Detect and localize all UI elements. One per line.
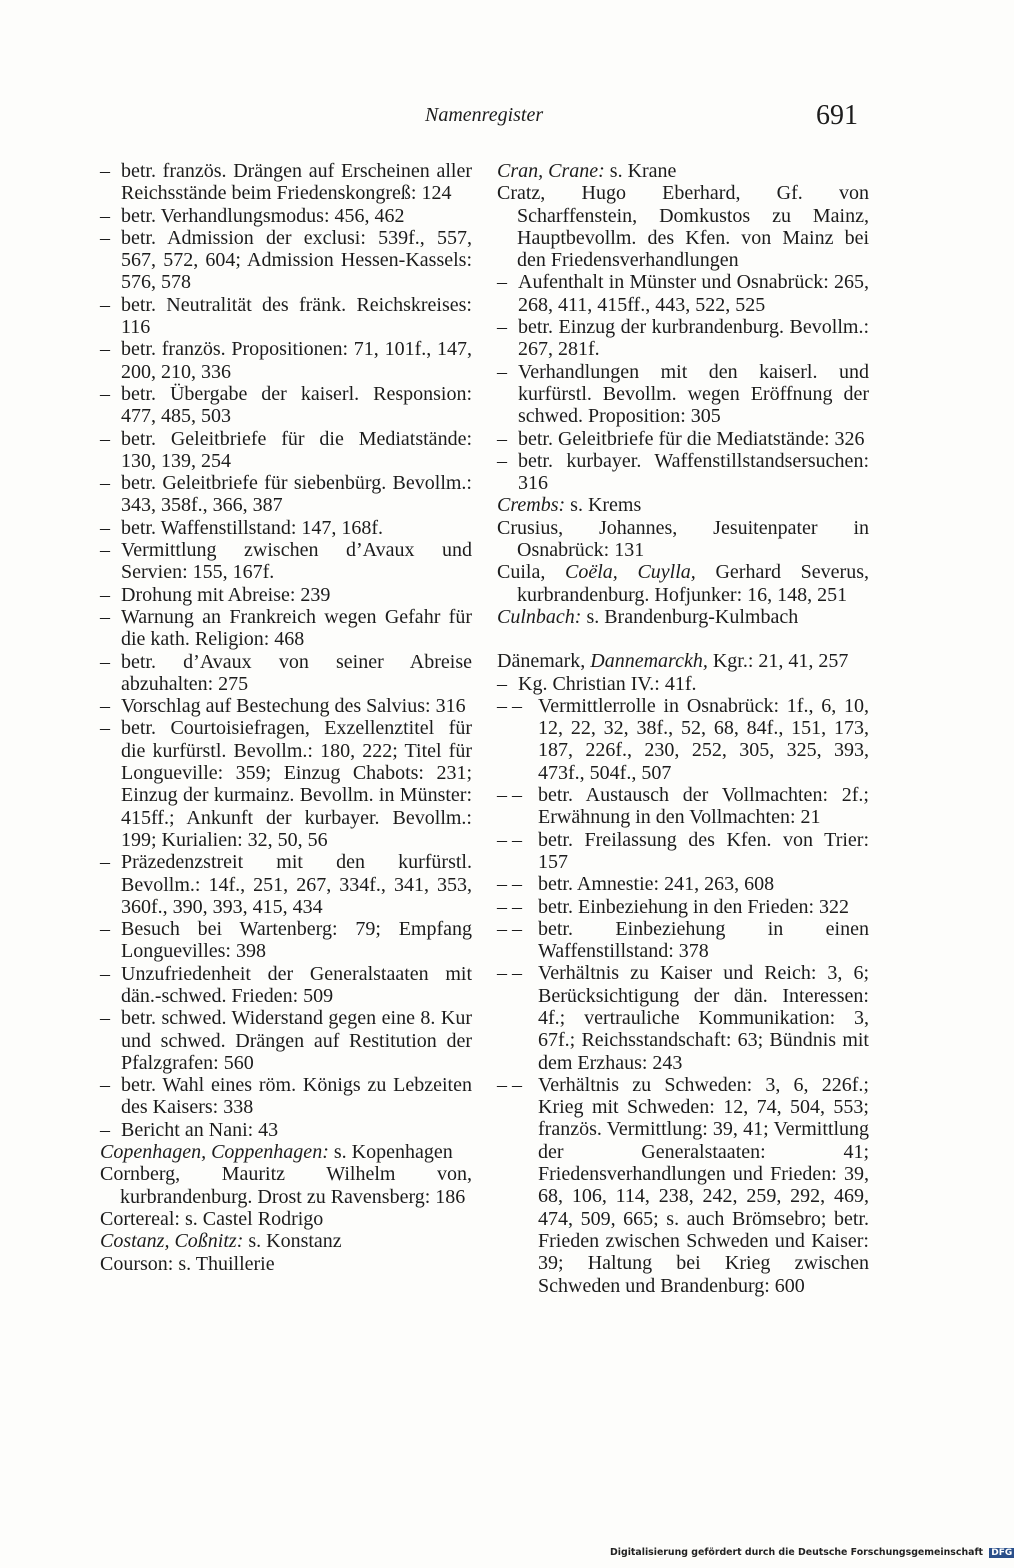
- entry-text: Warnung an Frankreich wegen Gefahr für die kath. Religion: 468: [121, 605, 472, 651]
- index-subentry: [497, 873, 869, 895]
- index-subentry: [100, 695, 472, 717]
- entry-text: s. Konstanz: [243, 1230, 342, 1253]
- entry-text: betr. französ. Propositionen: 71, 101f., 147, 200, 210, 336: [121, 338, 472, 383]
- entry-dash: –: [100, 717, 110, 740]
- entry-dash: –: [100, 1074, 110, 1097]
- index-column-right: [497, 160, 869, 1297]
- entry-text: Cuila,: [497, 561, 566, 584]
- running-title: Namenregister: [425, 104, 544, 126]
- index-subentry: [100, 472, 472, 517]
- entry-text: betr. schwed. Widerstand gegen eine 8. Kur und schwed. Drängen auf Restitution der Pfalzgrafen: 560: [121, 1007, 472, 1074]
- page-number: 691: [816, 100, 858, 131]
- entry-text: betr. Übergabe der kaiserl. Responsion: 477, 485, 503: [121, 382, 472, 428]
- entry-text: betr. Admission der exclusi: 539f., 557, 567, 572, 604; Admission Hessen-Kassels: 576, 578: [121, 226, 472, 294]
- entry-text: Kgr.: 21, 41, 257: [707, 650, 849, 673]
- entry-dash: –: [100, 695, 110, 718]
- entry-text: Vermittlung zwischen d’Avaux und Servien: 155, 167f.: [121, 539, 472, 584]
- entry-italic-variant: Dannemarckh,: [590, 650, 708, 673]
- running-header: [0, 100, 1000, 136]
- entry-text: betr. Geleitbriefe für die Mediatstände: 326: [518, 427, 865, 450]
- funding-footer: [610, 1547, 1014, 1558]
- entry-dash: –: [100, 472, 110, 495]
- entry-text: Vorschlag auf Bestechung des Salvius: 316: [121, 695, 466, 718]
- index-entry: [100, 1208, 472, 1230]
- entry-text: betr. Verhandlungsmodus: 456, 462: [121, 204, 405, 227]
- index-subentry: [497, 962, 869, 1073]
- dfg-logo: DFG: [991, 1548, 1013, 1558]
- entry-italic-heading: Cran, Crane:: [497, 160, 605, 182]
- entry-text: Dänemark,: [497, 650, 591, 673]
- entry-italic-heading: Culnbach:: [497, 605, 582, 628]
- entry-text: Cortereal: s. Castel Rodrigo: [100, 1207, 324, 1230]
- entry-italic-heading: Costanz, Coßnitz:: [100, 1230, 244, 1253]
- index-subentry: [497, 695, 869, 784]
- entry-dash: –: [100, 1007, 110, 1030]
- entry-text: betr. Courtoisiefragen, Exzellenztitel für die kurfürstl. Bevollm.: 180, 222; Titel für Longueville: 359; Einzug Chabots: 231; Einzug der kurmainz. Bevollm. in Münster: 415ff.; Ankunft der kurbayer. Bevollm.: 199; Kurialien: 32, 50, 56: [121, 717, 472, 851]
- entry-dash: – –: [497, 895, 522, 918]
- entry-dash: –: [497, 449, 507, 472]
- entry-text: Gerhard Severus, kurbrandenburg. Hofjunker: 16, 148, 251: [517, 561, 869, 606]
- index-subentry: [100, 160, 472, 205]
- index-subentry: [497, 271, 869, 316]
- entry-text: Unzufriedenheit der Generalstaaten mit dän.-schwed. Frieden: 509: [121, 962, 472, 1007]
- entry-dash: –: [100, 427, 110, 450]
- entry-text: betr. Amnestie: 241, 263, 608: [538, 873, 775, 896]
- index-subentry: [100, 294, 472, 339]
- index-subentry: [100, 205, 472, 227]
- entry-text: betr. Austausch der Vollmachten: 2f.; Erwähnung in den Vollmachten: 21: [538, 784, 869, 829]
- index-entry: [497, 160, 869, 182]
- entry-text: betr. Freilassung des Kfen. von Trier: 157: [538, 828, 869, 873]
- entry-text: Courson: s. Thuillerie: [100, 1252, 275, 1275]
- entry-text: betr. französ. Drängen auf Erscheinen aller Reichsstände beim Friedenskongreß: 124: [121, 160, 472, 205]
- entry-text: betr. Wahl eines röm. Königs zu Lebzeiten des Kaisers: 338: [121, 1074, 472, 1119]
- entry-dash: –: [100, 851, 110, 874]
- entry-text: betr. Geleitbriefe für siebenbürg. Bevollm.: 343, 358f., 366, 387: [121, 472, 472, 517]
- entry-text: Verhandlungen mit den kaiserl. und kurfürstl. Bevollm. wegen Eröffnung der schwed. Proposition: 305: [518, 360, 869, 428]
- index-subentry: [100, 963, 472, 1008]
- index-subentry: [497, 450, 869, 495]
- index-subentry: [100, 1119, 472, 1141]
- entry-dash: –: [100, 539, 110, 562]
- entry-text: Besuch bei Wartenberg: 79; Empfang Longuevilles: 398: [121, 918, 472, 963]
- entry-text: Präzedenzstreit mit den kurfürstl. Bevollm.: 14f., 251, 267, 334f., 341, 353, 360f., 390, 393, 415, 434: [121, 851, 472, 918]
- entry-gap: [497, 628, 869, 650]
- index-subentry: [100, 851, 472, 918]
- index-entry: [497, 561, 869, 606]
- index-subentry: [100, 584, 472, 606]
- entry-dash: –: [497, 427, 507, 450]
- entry-text: Verhältnis zu Kaiser und Reich: 3, 6; Berücksichtigung der dän. Interessen: 4f.; vertrauliche Kommunikation: 3, 67f.; Reichsstandschaft: 63; Bündnis mit dem Erzhaus: 243: [538, 962, 869, 1074]
- entry-text: Vermittlerrolle in Osnabrück: 1f., 6, 10, 12, 22, 32, 38f., 52, 68, 84f., 151, 173, 187, 226f., 230, 252, 305, 325, 393, 473f., 504f., 507: [538, 694, 869, 784]
- entry-dash: – –: [497, 962, 522, 985]
- index-subentry: [497, 918, 869, 963]
- entry-text: betr. Neutralität des fränk. Reichskreises: 116: [121, 293, 472, 339]
- entry-text: betr. Geleitbriefe für die Mediatstände: 130, 139, 254: [121, 427, 472, 472]
- entry-text: s. Brandenburg-Kulmbach: [581, 605, 799, 628]
- entry-dash: –: [100, 338, 110, 361]
- index-subentry: [497, 829, 869, 874]
- index-entry: [497, 182, 869, 271]
- index-subentry: [497, 1074, 869, 1297]
- entry-dash: –: [497, 316, 507, 339]
- entry-dash: –: [100, 516, 110, 539]
- index-entry: [100, 1253, 472, 1275]
- entry-text: Drohung mit Abreise: 239: [121, 583, 331, 606]
- entry-text: Cratz, Hugo Eberhard, Gf. von Scharffenstein, Domkustos zu Mainz, Hauptbevollm. des Kfen. von Mainz bei den Friedensverhandlungen: [497, 182, 869, 272]
- entry-dash: – –: [497, 784, 522, 807]
- entry-dash: – –: [497, 694, 522, 717]
- entry-text: betr. Einbeziehung in einen Waffenstillstand: 378: [538, 917, 869, 963]
- index-subentry: [497, 784, 869, 829]
- index-column-left: [100, 160, 472, 1275]
- index-subentry: [100, 717, 472, 851]
- index-subentry: [100, 651, 472, 696]
- entry-text: Kg. Christian IV.: 41f.: [518, 672, 697, 695]
- entry-italic-heading: Copenhagen, Coppenhagen:: [100, 1141, 329, 1164]
- entry-dash: –: [100, 918, 110, 941]
- entry-dash: –: [100, 650, 110, 673]
- entry-dash: –: [497, 672, 507, 695]
- entry-italic-variant: Coëla, Cuylla,: [565, 561, 696, 584]
- index-subentry: [100, 338, 472, 383]
- entry-text: betr. Waffenstillstand: 147, 168f.: [121, 516, 384, 539]
- index-entry: [497, 650, 869, 672]
- index-subentry: [497, 361, 869, 428]
- index-subentry: [497, 428, 869, 450]
- index-subentry: [100, 517, 472, 539]
- index-subentry: [100, 227, 472, 294]
- entry-text: betr. d’Avaux von seiner Abreise abzuhalten: 275: [121, 650, 472, 695]
- index-subentry: [100, 606, 472, 651]
- index-entry: [497, 517, 869, 562]
- entry-text: s. Krems: [565, 494, 642, 517]
- entry-text: betr. Einbeziehung in den Frieden: 322: [538, 895, 850, 918]
- entry-text: Verhältnis zu Schweden: 3, 6, 226f.; Krieg mit Schweden: 12, 74, 504, 553; französ. Vermittlung: 39, 41; Vermittlung der Generalstaaten: 41; Friedensverhandlungen und Frieden: 39, 68, 106, 114, 238, 242, 259, 292, 469, 474, 509, 665; s. auch Brömsebro; betr. Frieden zwischen Schweden und Kaiser: 39; Haltung bei Krieg zwischen Schweden und Brandenburg: 600: [538, 1073, 869, 1297]
- entry-dash: –: [100, 382, 110, 405]
- entry-dash: – –: [497, 1073, 522, 1096]
- entry-text: Crusius, Johannes, Jesuitenpater in Osnabrück: 131: [497, 516, 869, 562]
- entry-dash: –: [497, 271, 507, 294]
- index-subentry: [497, 316, 869, 361]
- entry-text: Aufenthalt in Münster und Osnabrück: 265, 268, 411, 415ff., 443, 522, 525: [518, 271, 869, 316]
- index-subentry: [100, 383, 472, 428]
- index-subentry: [100, 539, 472, 584]
- entry-dash: –: [100, 583, 110, 606]
- entry-dash: –: [100, 605, 110, 628]
- index-entry: [100, 1163, 472, 1208]
- entry-dash: –: [100, 226, 110, 249]
- entry-dash: –: [100, 1118, 110, 1141]
- entry-text: Bericht an Nani: 43: [121, 1118, 279, 1141]
- index-subentry: [497, 896, 869, 918]
- entry-dash: –: [100, 204, 110, 227]
- index-subentry: [100, 918, 472, 963]
- entry-dash: –: [497, 360, 507, 383]
- index-subentry: [497, 673, 869, 695]
- entry-dash: –: [100, 160, 110, 182]
- index-entry: [497, 606, 869, 628]
- index-entry: [100, 1141, 472, 1163]
- index-entry: [497, 494, 869, 516]
- entry-text: s. Kopenhagen: [328, 1141, 453, 1164]
- entry-dash: – –: [497, 917, 522, 940]
- entry-text: betr. kurbayer. Waffenstillstandsersuchen: 316: [518, 449, 869, 495]
- entry-dash: – –: [497, 828, 522, 851]
- entry-text: s. Krane: [604, 160, 677, 182]
- funding-note: Digitalisierung gefördert durch die Deutsche Forschungsgemeinschaft: [610, 1547, 984, 1558]
- entry-text: Cornberg, Mauritz Wilhelm von, kurbrandenburg. Drost zu Ravensberg: 186: [100, 1163, 472, 1208]
- index-subentry: [100, 1074, 472, 1119]
- entry-italic-heading: Crembs:: [497, 494, 566, 517]
- index-subentry: [100, 428, 472, 473]
- entry-dash: –: [100, 293, 110, 316]
- entry-text: betr. Einzug der kurbrandenburg. Bevollm.: 267, 281f.: [518, 316, 869, 361]
- entry-dash: – –: [497, 873, 522, 896]
- index-subentry: [100, 1007, 472, 1074]
- entry-dash: –: [100, 962, 110, 985]
- index-entry: [100, 1230, 472, 1252]
